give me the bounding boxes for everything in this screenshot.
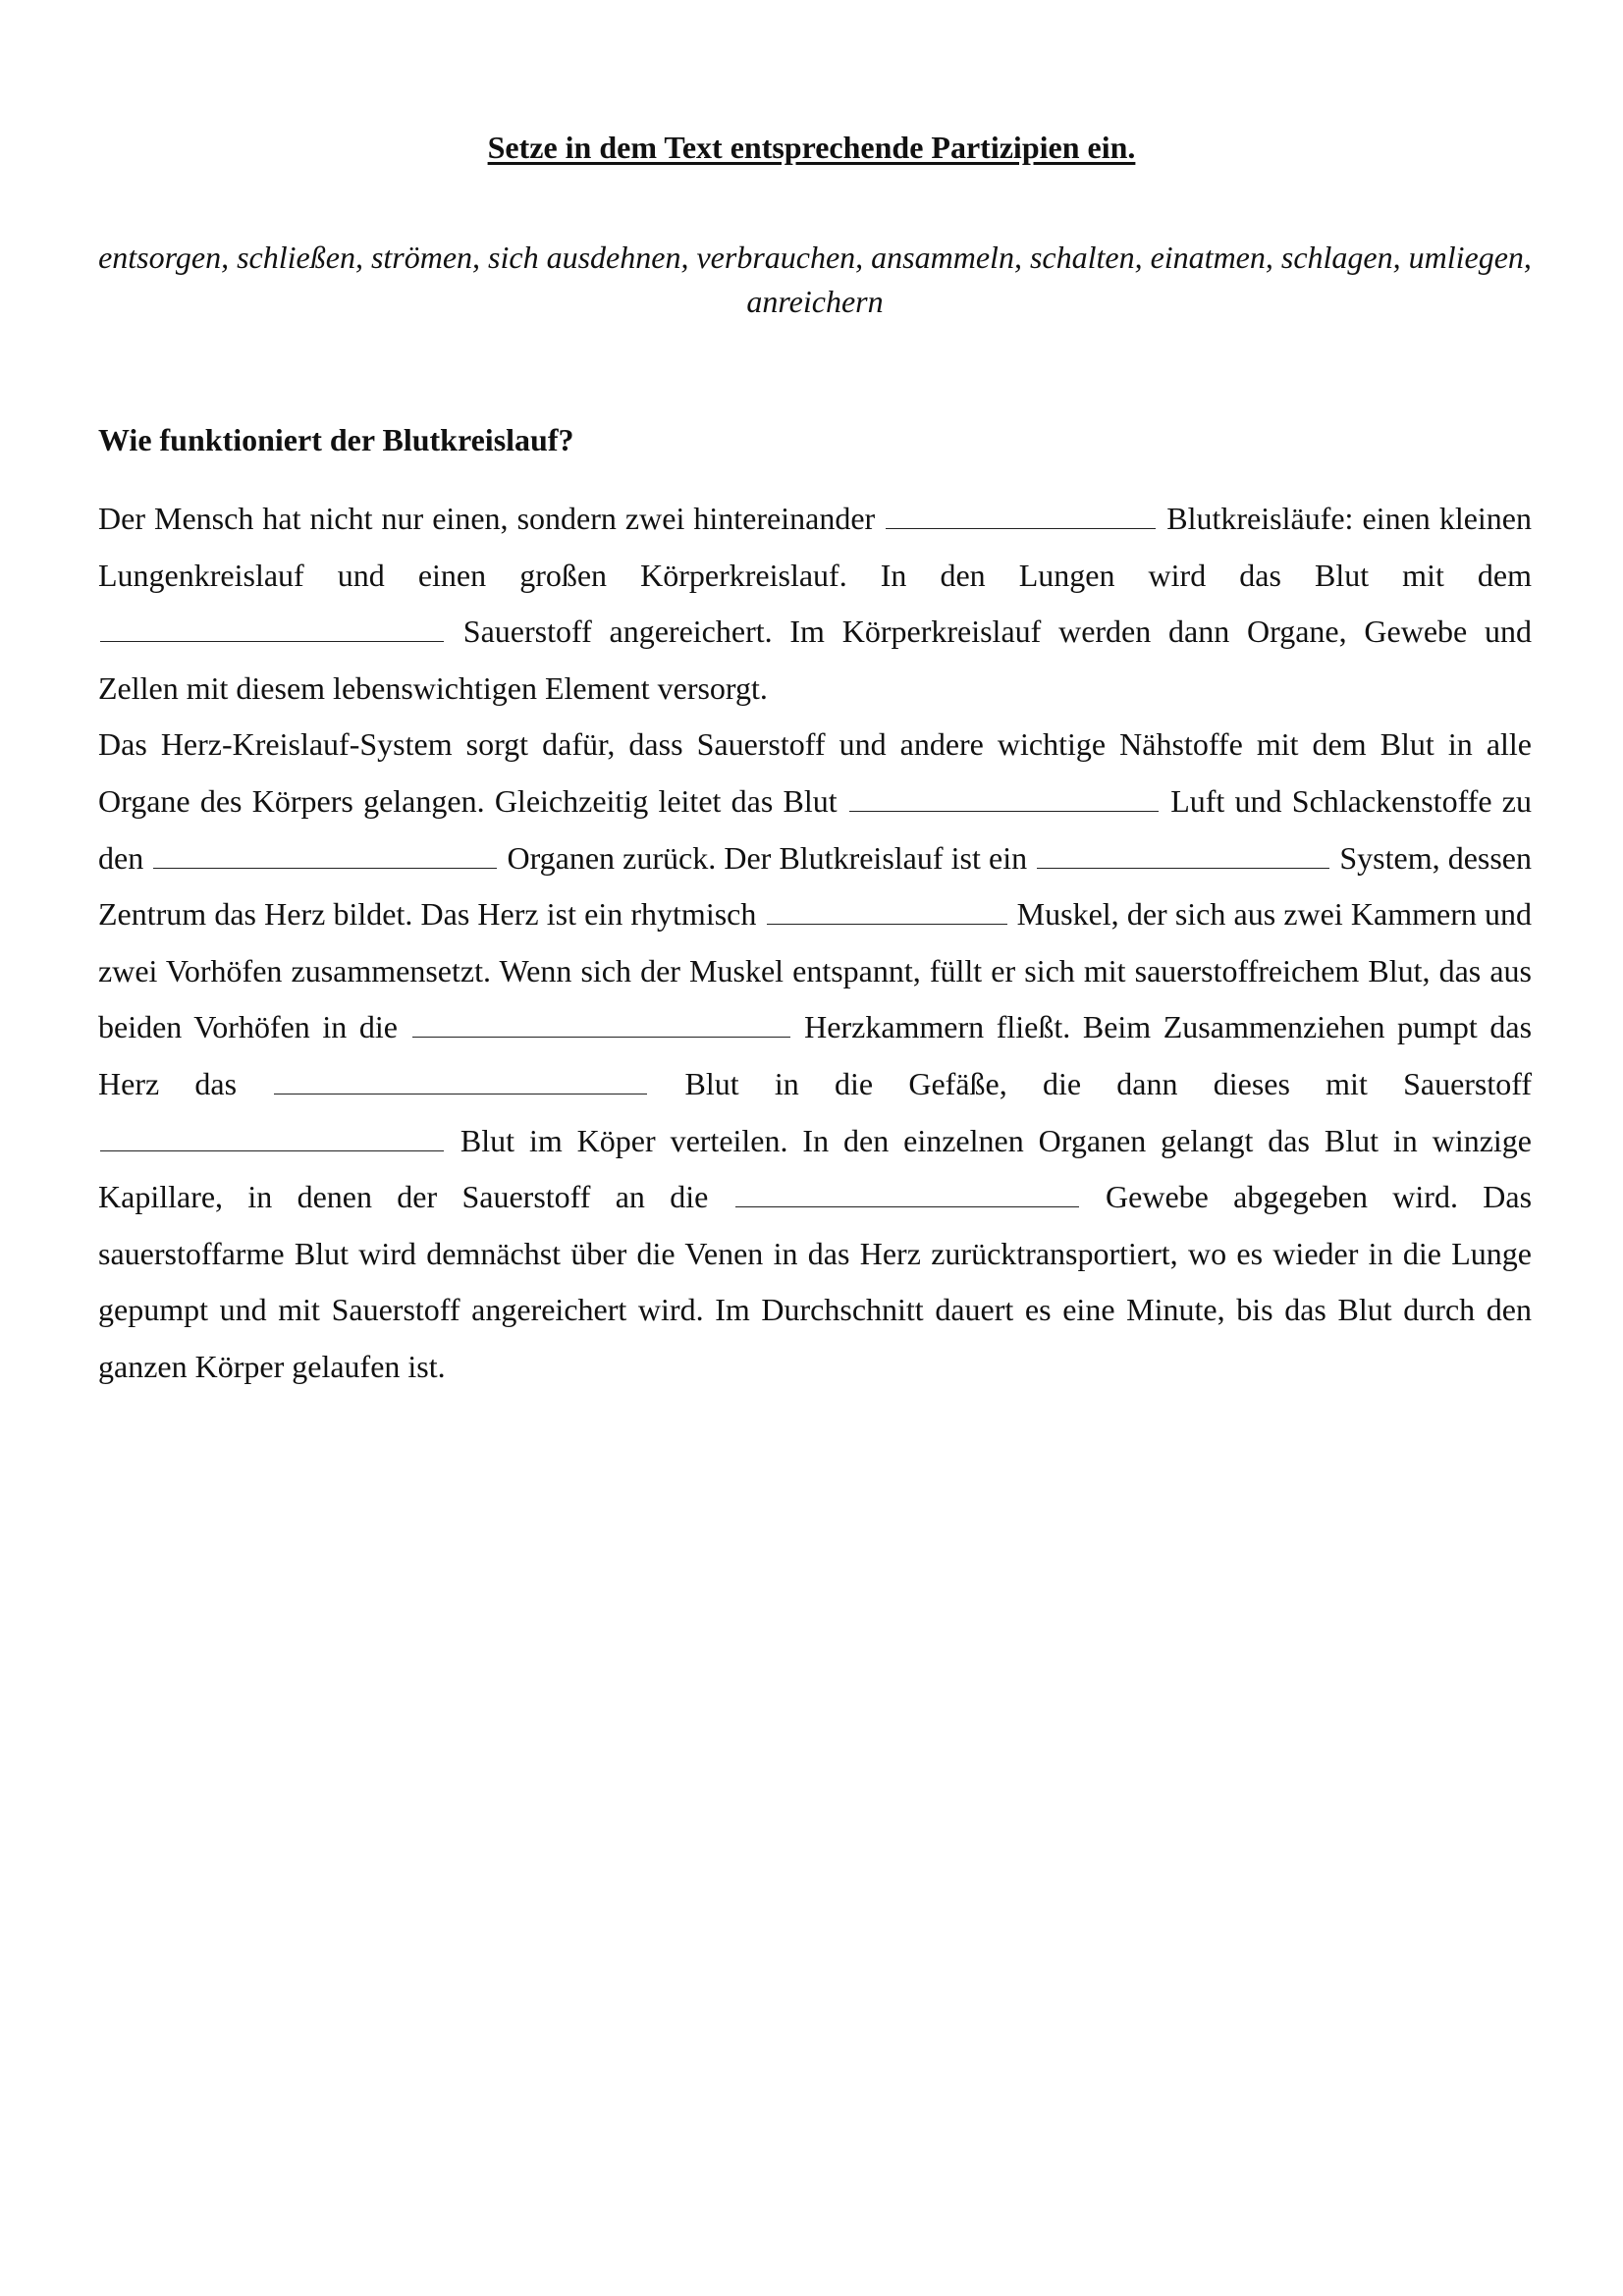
text-segment: Muskel, der sich aus zwei Kammern und zwei Vorhöfen zusammensetzt. Wenn sich der Muskel entspannt, füllt er sich mit sauerstoffreichem Blut, das aus beiden Vorhöfen in die — [98, 896, 1533, 1045]
text-segment: Gewebe abgegeben wird. Das sauerstoffarme Blut wird demnächst über die Venen in das Herz zurücktransportiert, wo es wieder in die Lunge gepumpt und mit Sauerstoff angereichert wird. Im Durchschnitt dauert es eine Minute, bis das Blut durch den ganzen Körper gelaufen ist. — [98, 1179, 1533, 1384]
exercise-text — [98, 491, 1532, 1396]
text-segment: Luft und Schlackenstoffe zu den — [98, 782, 1533, 876]
text-segment: Blutkreisläufe: einen kleinen Lungenkreislauf und einen großen Körperkreislauf. In den Lungen wird das Blut mit dem — [98, 501, 1533, 593]
answer-blank-7[interactable] — [412, 1036, 790, 1038]
answer-blank-2[interactable] — [100, 640, 444, 642]
paragraph-1 — [98, 491, 1532, 717]
text-segment: Organen zurück. Der Blutkreislauf ist ein — [507, 839, 1028, 876]
section-heading: Wie funktioniert der Blutkreislauf? — [98, 422, 574, 457]
answer-blank-1[interactable] — [886, 527, 1156, 529]
paragraph-2 — [98, 717, 1532, 1395]
text-segment: Blut im Köper verteilen. In den einzelnen Organen gelangt das Blut in winzige Kapillare, in denen der Sauerstoff an die — [98, 1122, 1532, 1215]
answer-blank-9[interactable] — [100, 1149, 444, 1151]
answer-blank-8[interactable] — [274, 1093, 647, 1095]
text-segment: Blut in die Gefäße, die dann dieses mit Sauerstoff — [684, 1065, 1532, 1101]
text-segment: Der Mensch hat nicht nur einen, sondern zwei hintereinander — [98, 501, 876, 536]
verb-list: entsorgen, schließen, strömen, sich ausdehnen, verbrauchen, ansammeln, schalten, einatmen, schlagen, umliegen, anreichern — [98, 240, 1532, 319]
text-segment: Das Herz-Kreislauf-System sorgt dafür, dass Sauerstoff und andere wichtige Nähstoffe mit dem Blut in alle Organe des Körpers gelangen. Gleichzeitig leitet das Blut — [98, 726, 1532, 819]
answer-blank-3[interactable] — [849, 810, 1159, 812]
answer-blank-4[interactable] — [153, 867, 497, 869]
text-segment: Herzkammern fließt. Beim Zusammenziehen pumpt das Herz das — [98, 1009, 1533, 1101]
text-segment: System, dessen Zentrum das Herz bildet. Das Herz ist ein rhytmisch — [98, 839, 1533, 933]
answer-blank-10[interactable] — [735, 1205, 1079, 1207]
text-segment: Sauerstoff angereichert. Im Körperkreislauf werden dann Organe, Gewebe und Zellen mit diesem lebenswichtigen Element versorgt. — [98, 614, 1532, 706]
worksheet-title: Setze in dem Text entsprechende Partizipien ein. — [487, 130, 1136, 165]
answer-blank-6[interactable] — [767, 923, 1007, 925]
answer-blank-5[interactable] — [1037, 867, 1329, 869]
